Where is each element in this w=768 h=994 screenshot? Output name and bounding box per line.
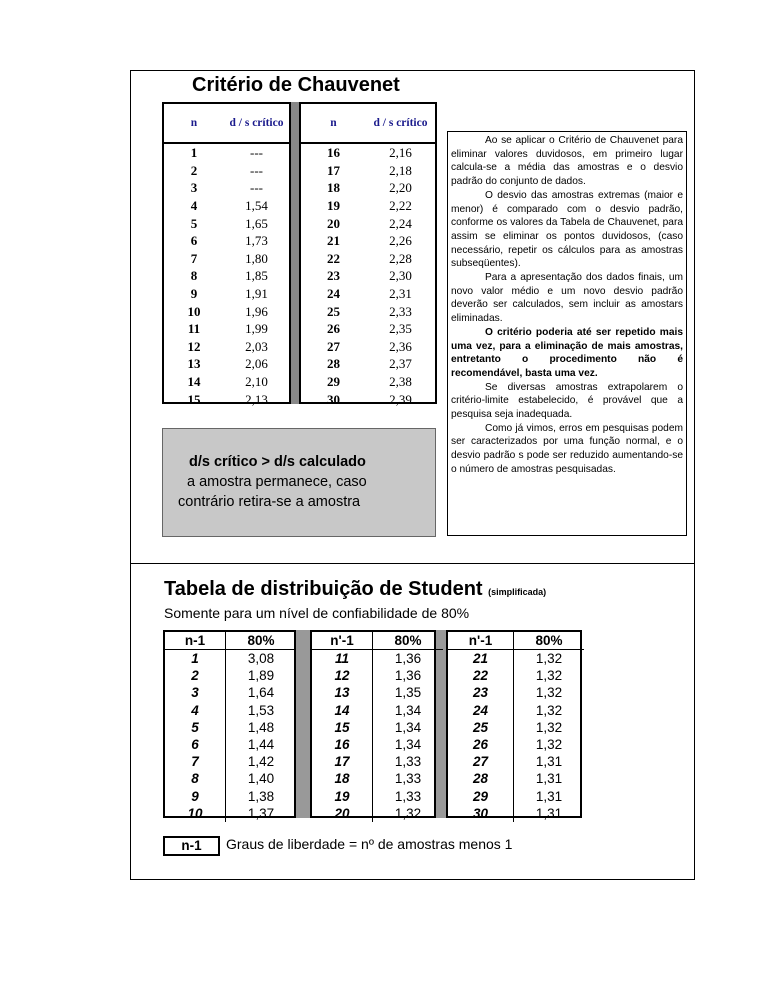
table-row [164,338,289,356]
t-value: 1,31 [535,771,563,787]
degrees-of-freedom: 25 [448,719,514,736]
table-row [164,250,289,268]
rule-text-2: contrário retira-se a amostra [178,494,361,510]
sample-count: 23 [327,268,340,284]
t-value: 1,32 [535,668,563,684]
table-row [164,179,289,197]
t-value: 1,48 [247,719,275,735]
critical-value: 2,06 [245,356,268,372]
t-value: 1,32 [394,805,422,821]
sample-count: 16 [327,145,340,161]
t-value: 1,36 [394,668,422,684]
table-row [301,197,435,215]
t-value: 1,34 [394,737,422,753]
t-value: 1,38 [247,788,275,804]
t-value: 1,31 [535,805,563,821]
t-value: 1,32 [535,719,563,735]
student-table-1 [165,632,296,822]
table-row [312,788,443,805]
explanation-paragraph: O critério poderia até ser repetido mais uma vez, para a eliminação de mais amostras, entretanto o procedimento não é recomendável, basta uma vez. [451,326,683,379]
critical-value: --- [250,145,263,161]
explanation-paragraph: O desvio das amostras extremas (maior e menor) é comparado com o desvio padrão, conforme os valores da Tabela de Chauvenet, para assim se eliminar os pontos duvidosos, (caso necessário, repetir os cálculos para as amostras subseqüentes). [451,189,683,270]
col-header-80: 80% [226,632,297,650]
student-table-separator-1 [296,630,310,818]
rule-box [162,428,436,537]
student-table-3 [448,632,584,822]
table-row [312,753,443,770]
table-row [164,285,289,303]
table-row [164,143,289,162]
critical-value: 2,26 [389,233,412,249]
chauvenet-table-right [301,104,435,408]
critical-value: 1,65 [245,215,268,231]
student-title [164,578,546,601]
t-value: 1,34 [394,719,422,735]
critical-value: 2,28 [389,250,412,266]
t-value: 1,32 [535,737,563,753]
student-title-note: (simplificada) [488,587,547,597]
critical-value: 2,18 [389,162,412,178]
table-row [301,285,435,303]
sample-count: 12 [187,338,201,354]
explanation-paragraph: Ao se aplicar o Critério de Chauvenet para eliminar valores duvidosos, em primeiro lugar calcula-se a média das amostras e o desvio padrão do conjunto de dados. [451,135,683,188]
section-divider [130,563,695,564]
table-row [312,736,443,753]
critical-value: 2,36 [389,338,412,354]
table-row [448,650,584,668]
col-header-dof: n'-1 [448,632,514,650]
degrees-of-freedom: 24 [448,702,514,719]
col-header-n: n [301,104,366,143]
legend-key: n-1 [163,836,220,856]
student-title-text: Tabela de distribuição de Student [164,578,483,600]
t-value: 1,40 [247,771,275,787]
sample-count: 10 [187,303,201,319]
sample-count: 4 [190,198,198,214]
degrees-of-freedom: 1 [165,650,226,668]
table-row [312,650,443,668]
sample-count: 28 [327,356,340,372]
critical-value: 2,16 [389,145,412,161]
sample-count: 7 [190,250,198,266]
table-row [312,719,443,736]
critical-value: --- [250,180,263,196]
table-row [164,267,289,285]
t-value: 1,31 [535,788,563,804]
degrees-of-freedom: 26 [448,736,514,753]
table-row [164,320,289,338]
table-row [301,355,435,373]
table-row [301,232,435,250]
critical-value: 1,96 [245,303,268,319]
critical-value: 2,24 [389,215,412,231]
degrees-of-freedom: 14 [312,702,373,719]
table-row [448,719,584,736]
sample-count: 9 [190,286,198,302]
col-header-critical: d / s crítico [366,104,435,143]
t-value: 1,32 [535,685,563,701]
sample-count: 29 [327,374,340,390]
table-row [165,788,296,805]
t-value: 1,35 [394,685,422,701]
table-row [164,355,289,373]
table-row [164,390,289,408]
table-row [448,788,584,805]
table-row [164,197,289,215]
t-value: 1,36 [394,651,422,667]
t-value: 1,64 [247,685,275,701]
sample-count: 15 [187,391,201,407]
t-value: 1,89 [247,668,275,684]
t-value: 1,32 [535,651,563,667]
t-value: 1,32 [535,702,563,718]
degrees-of-freedom: 3 [165,684,226,701]
legend-text: Graus de liberdade = nº de amostras menos 1 [226,836,513,852]
table-row [164,302,289,320]
table-row [301,302,435,320]
chauvenet-table-left [164,104,289,408]
degrees-of-freedom: 16 [312,736,373,753]
table-row [165,753,296,770]
sample-count: 8 [190,268,198,284]
explanation-paragraph: Se diversas amostras extrapolarem o critério-limite estabelecido, é provável que a pesquisa seja inadequada. [451,381,683,421]
table-row [448,753,584,770]
sample-count: 21 [327,233,340,249]
t-value: 1,31 [535,754,563,770]
critical-value: 2,37 [389,356,412,372]
table-row [301,179,435,197]
degrees-of-freedom: 11 [312,650,373,668]
table-row [165,770,296,787]
rule-condition: d/s crítico > d/s calculado [189,454,366,470]
sample-count: 24 [327,286,340,302]
degrees-of-freedom: 9 [165,788,226,805]
critical-value: 1,91 [245,286,268,302]
degrees-of-freedom: 18 [312,770,373,787]
table-row [312,667,443,684]
degrees-of-freedom: 19 [312,788,373,805]
table-row [312,805,443,822]
table-row [312,702,443,719]
critical-value: 1,73 [245,233,268,249]
explanation-paragraph: Como já vimos, erros em pesquisas podem ser caracterizados por uma função normal, e o desvio padrão s pode ser reduzido aumentando-se o número de amostras pesquisadas. [451,422,683,475]
sample-count: 22 [327,250,340,266]
degrees-of-freedom: 17 [312,753,373,770]
degrees-of-freedom: 8 [165,770,226,787]
t-value: 3,08 [247,651,275,667]
table-row [301,373,435,391]
critical-value: 2,20 [389,180,412,196]
table-row [164,214,289,232]
sample-count: 11 [187,321,201,337]
degrees-of-freedom: 27 [448,753,514,770]
table-row [301,338,435,356]
table-row [312,770,443,787]
col-header-80: 80% [514,632,585,650]
degrees-of-freedom: 22 [448,667,514,684]
table-row [165,684,296,701]
table-row [301,320,435,338]
degrees-of-freedom: 13 [312,684,373,701]
col-header-dof: n'-1 [312,632,373,650]
rule-text-1: a amostra permanece, caso [187,474,367,490]
table-row [448,770,584,787]
degrees-of-freedom: 29 [448,788,514,805]
critical-value: 2,35 [389,321,412,337]
t-value: 1,53 [247,702,275,718]
table-row [164,373,289,391]
sample-count: 2 [190,162,198,178]
student-subtitle: Somente para um nível de confiabilidade de 80% [164,605,470,621]
degrees-of-freedom: 10 [165,805,226,822]
t-value: 1,42 [247,754,275,770]
critical-value: 2,13 [245,391,268,407]
table-row [165,736,296,753]
critical-value: --- [250,162,263,178]
t-value: 1,34 [394,702,422,718]
table-row [165,805,296,822]
t-value: 1,33 [394,771,422,787]
critical-value: 2,22 [389,198,412,214]
student-table-2 [312,632,443,822]
table-row [448,684,584,701]
critical-value: 1,80 [245,250,268,266]
degrees-of-freedom: 30 [448,805,514,822]
table-row [312,684,443,701]
table-row [301,214,435,232]
sample-count: 3 [190,180,198,196]
critical-value: 2,10 [245,374,268,390]
critical-value: 2,03 [245,338,268,354]
t-value: 1,44 [247,737,275,753]
table-row [301,162,435,180]
table-row [301,267,435,285]
sample-count: 25 [327,303,340,319]
sample-count: 19 [327,198,340,214]
explanation-paragraph: Para a apresentação dos dados finais, um novo valor médio e um novo desvio padrão deverão ser calculados, sem incluir as amostars eliminadas. [451,272,683,325]
degrees-of-freedom: 4 [165,702,226,719]
col-header-dof: n-1 [165,632,226,650]
sample-count: 6 [190,233,198,249]
sample-count: 1 [190,145,198,161]
sample-count: 30 [327,391,340,407]
col-header-80: 80% [373,632,444,650]
sample-count: 13 [187,356,201,372]
critical-value: 2,33 [389,303,412,319]
table-row [165,667,296,684]
col-header-n: n [164,104,224,143]
degrees-of-freedom: 28 [448,770,514,787]
table-row [165,719,296,736]
t-value: 1,37 [247,805,275,821]
sample-count: 17 [327,162,340,178]
critical-value: 2,30 [389,268,412,284]
degrees-of-freedom: 15 [312,719,373,736]
table-row [448,805,584,822]
chauvenet-explanation [447,131,687,536]
table-row [301,143,435,162]
critical-value: 1,85 [245,268,268,284]
degrees-of-freedom: 5 [165,719,226,736]
sample-count: 5 [190,215,198,231]
sample-count: 14 [187,374,201,390]
table-row [301,250,435,268]
sample-count: 20 [327,215,340,231]
degrees-of-freedom: 12 [312,667,373,684]
table-row [448,702,584,719]
t-value: 1,33 [394,754,422,770]
critical-value: 2,31 [389,286,412,302]
table-row [164,232,289,250]
sample-count: 27 [327,338,340,354]
critical-value: 1,54 [245,198,268,214]
critical-value: 2,39 [389,391,412,407]
chauvenet-title: Critério de Chauvenet [192,74,400,96]
degrees-of-freedom: 20 [312,805,373,822]
t-value: 1,33 [394,788,422,804]
degrees-of-freedom: 21 [448,650,514,668]
table-row [301,390,435,408]
sample-count: 26 [327,321,340,337]
table-row [165,650,296,668]
chauvenet-table-separator [291,102,299,404]
sample-count: 18 [327,180,340,196]
critical-value: 1,99 [245,321,268,337]
degrees-of-freedom: 7 [165,753,226,770]
table-row [164,162,289,180]
table-row [448,736,584,753]
table-row [448,667,584,684]
degrees-of-freedom: 23 [448,684,514,701]
col-header-critical: d / s crítico [224,104,289,143]
table-row [165,702,296,719]
degrees-of-freedom: 6 [165,736,226,753]
critical-value: 2,38 [389,374,412,390]
degrees-of-freedom: 2 [165,667,226,684]
